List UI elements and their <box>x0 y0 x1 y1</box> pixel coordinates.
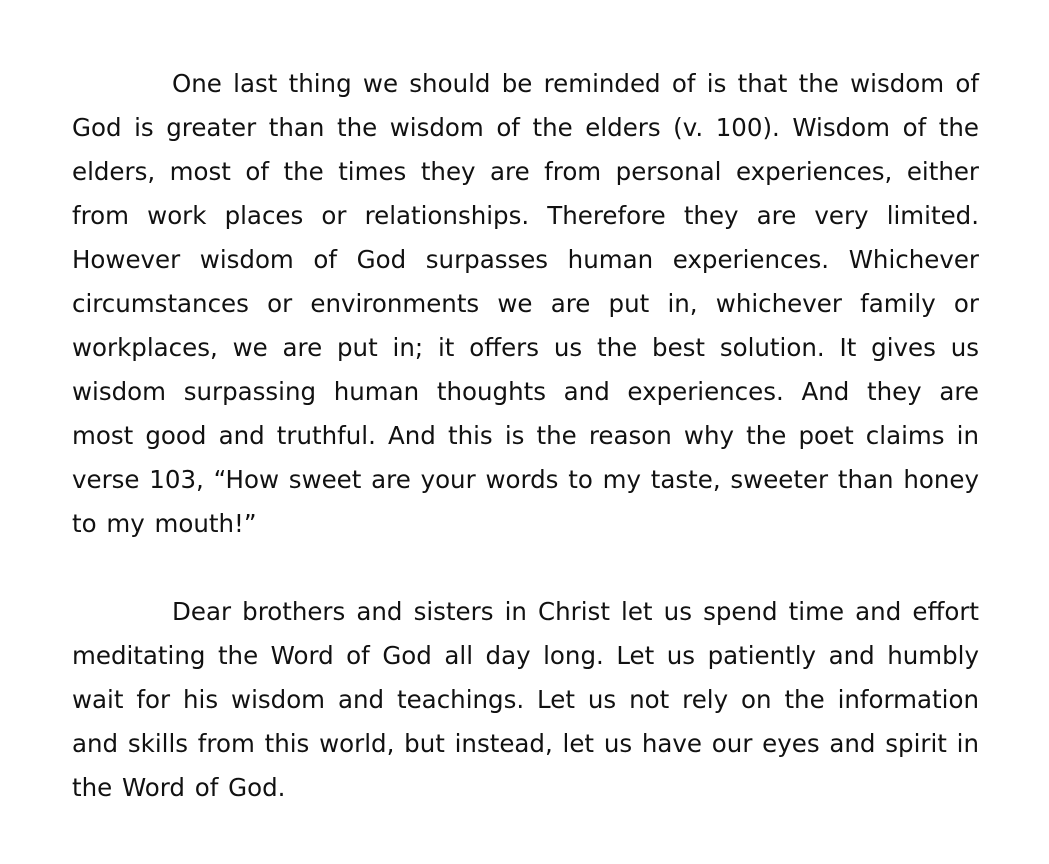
paragraph-wisdom-of-god: One last thing we should be reminded of is that the wisdom of God is greater than the wisdom of the elders (v. 100). Wisdom of the elders, most of the times they are from personal experiences, either from work places or relationships. Therefore they are very limited. However wisdom of God surpasses human experiences. Whichever circumstances or environments we are put in, whichever family or workplaces, we are put in; it offers us the best solution. It gives us wisdom surpassing human thoughts and experiences. And they are most good and truthful. And this is the reason why the poet claims in verse 103, “How sweet are your words to my taste, sweeter than honey to my mouth!” <box>72 69 979 538</box>
paragraph-closing-exhortation: Dear brothers and sisters in Christ let us spend time and effort meditating the Word of God all day long. Let us patiently and humbly wait for his wisdom and teachings. Let us not rely on the information and skills from this world, but instead, let us have our eyes and spirit in the Word of God. <box>72 597 979 802</box>
document-page <box>72 62 979 810</box>
